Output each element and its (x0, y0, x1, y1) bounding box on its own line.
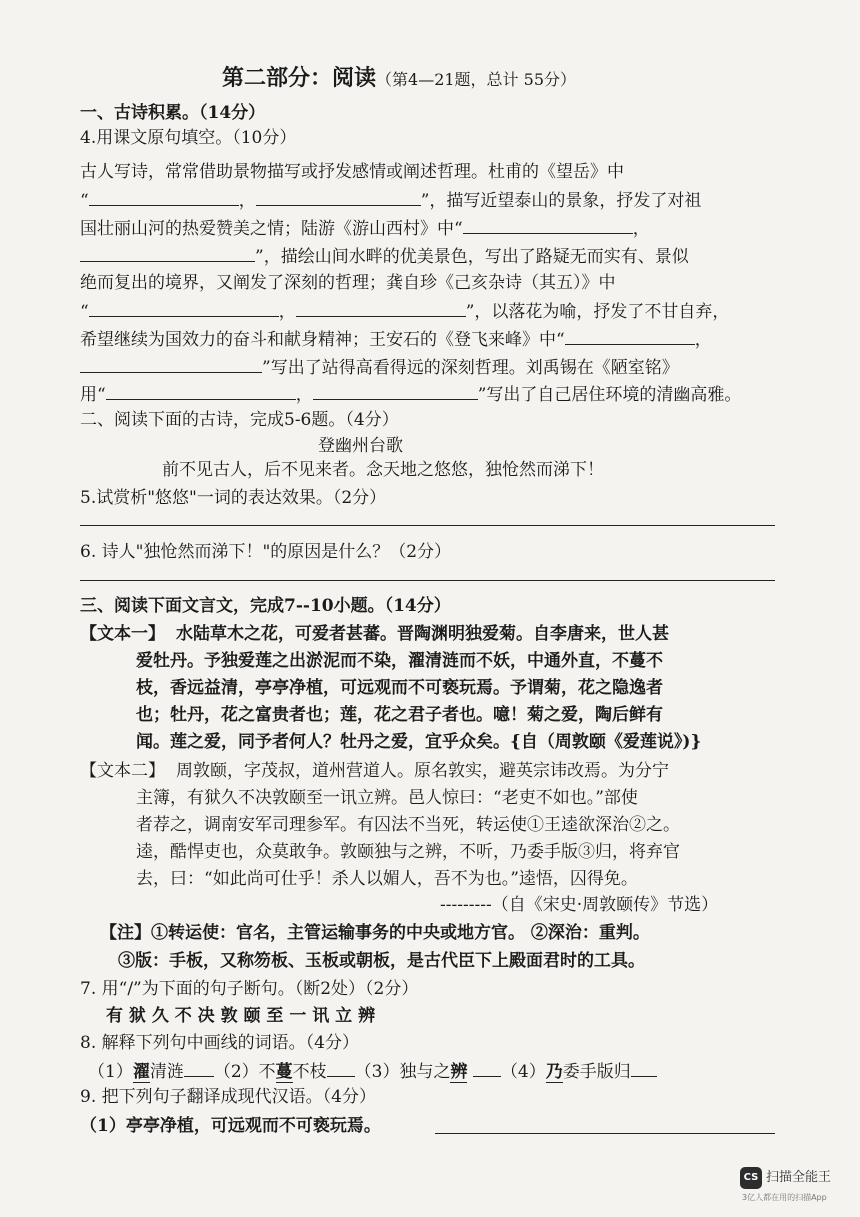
watermark-name: 扫描全能王 (766, 1170, 832, 1185)
poem-text: 前不见古人，后不见来者。念天地之悠悠，独怆然而涕下！ (162, 460, 604, 480)
text1-line: 也；牡丹，花之富贵者也；莲，花之君子者也。噫！菊之爱，陶后鲜有 (136, 705, 663, 725)
q9-question: 9. 把下列句子翻译成现代汉语。（4分） (80, 1087, 376, 1107)
note-line: 【注】①转运使：官名，主管运输事务的中央或地方官。 ②深治：重判。 (100, 923, 650, 943)
note-line: ③版：手板，又称笏板、玉板或朝板，是古代臣下上殿面君时的工具。 (118, 951, 645, 971)
answer-blank[interactable] (106, 381, 296, 400)
camscanner-logo-icon: CS (740, 1167, 762, 1189)
answer-blank[interactable] (184, 1058, 214, 1077)
answer-blank[interactable] (80, 243, 255, 262)
answer-blank[interactable] (327, 1058, 355, 1077)
text2-source: ---------（自《宋史·周敦颐传》节选） (440, 895, 719, 915)
scanner-watermark (740, 1165, 850, 1209)
text2-line: 去，曰：“如此尚可仕乎！杀人以媚人，吾不为也。”逵悟，囚得免。 (136, 869, 638, 889)
section3-heading: 三、阅读下面文言文，完成7--10小题。（14分） (80, 596, 451, 616)
q6-question: 6. 诗人"独怆然而涕下！"的原因是什么？（2分） (80, 542, 452, 562)
title-main: 第二部分：阅读 (222, 65, 377, 91)
text1-line: 水陆草木之花，可爱者甚蕃。晋陶渊明独爱菊。自李唐来，世人甚 (176, 624, 669, 644)
q4-line4: ”，描绘山间水畔的优美景色，写出了路疑无而实有、景似 (80, 243, 689, 269)
q8-question: 8. 解释下列句中画线的词语。（4分） (80, 1033, 359, 1053)
q7-question: 7. 用“/”为下面的句子断句。（断2处）（2分） (80, 979, 419, 999)
text2-line: 者荐之，调南安军司理参军。有囚法不当死，转运使①王逵欲深治②之。 (136, 815, 680, 835)
answer-blank[interactable] (89, 187, 239, 206)
text1-line: 闻。莲之爱，同予者何人？牡丹之爱，宜乎众矣。{自（周敦颐《爱莲说》)} (136, 732, 702, 752)
text2-line: 逵，酷悍吏也，众莫敢争。敦颐独与之辨，不听，乃委手版③归，将弃官 (136, 842, 680, 862)
text1-line: 枝，香远益清，亭亭净植，可远观而不可亵玩焉。予谓菊，花之隐逸者 (136, 678, 663, 698)
page-title (222, 66, 576, 92)
q4-line2: “ ， ”，描写近望泰山的景象，抒发了对祖 (80, 187, 701, 213)
q9-item1: （1）亭亭净植，可远观而不可亵玩焉。 (80, 1116, 381, 1136)
q4-line9: 用“ ， ”写出了自己居住环境的清幽高雅。 (80, 381, 741, 407)
answer-blank[interactable] (473, 1058, 501, 1077)
q8-items: （1）濯清涟 （2）不蔓不枝 （3）独与之辨 （4）乃委手版归 (88, 1058, 657, 1084)
title-subtitle: （第4—21题，总计 55分） (376, 70, 577, 89)
poem-title: 登幽州台歌 (318, 436, 403, 456)
q4-line3: 国壮丽山河的热爱赞美之情；陆游《游山西村》中“ ， (80, 215, 650, 241)
q9-answer-line[interactable] (435, 1133, 775, 1134)
q4-line1: 古人写诗，常常借助景物描写或抒发感情或阐述哲理。杜甫的《望岳》中 (80, 162, 624, 182)
q4-line5: 绝而复出的境界，又阐发了深刻的哲理；龚自珍《己亥杂诗（其五）》中 (80, 273, 616, 293)
section2-heading: 二、阅读下面的古诗，完成5-6题。（4分） (80, 410, 399, 430)
q4-line8: ”写出了站得高看得远的深刻哲理。刘禹锡在《陋室铭》 (80, 354, 679, 380)
section1-heading: 一、古诗积累。（14分） (80, 103, 266, 123)
answer-blank[interactable] (80, 354, 262, 373)
text1-label: 【文本一】 (80, 624, 165, 644)
q4-title: 4.用课文原句填空。（10分） (80, 128, 297, 148)
text2-line: 周敦颐，字茂叔，道州营道人。原名敦实，避英宗讳改焉。为分宁 (176, 761, 669, 781)
text2-line: 主簿，有狱久不决敦颐至一讯立辨。邑人惊曰：“老吏不如也。”部使 (136, 788, 638, 808)
answer-blank[interactable] (631, 1058, 657, 1077)
answer-blank[interactable] (296, 298, 466, 317)
answer-blank[interactable] (313, 381, 478, 400)
q6-answer-line[interactable] (80, 580, 775, 581)
watermark-tagline: 3亿人都在用的扫描App (742, 1193, 827, 1202)
q4-line6: “ ， ”，以落花为喻，抒发了不甘自弃， (80, 298, 729, 324)
q5-question: 5.试赏析"悠悠"一词的表达效果。（2分） (80, 488, 387, 508)
q7-sentence: 有 狱 久 不 决 敦 颐 至 一 讯 立 辨 (106, 1006, 376, 1026)
answer-blank[interactable] (256, 187, 421, 206)
answer-blank[interactable] (463, 215, 633, 234)
text1-line: 爱牡丹。予独爱莲之出淤泥而不染，濯清涟而不妖，中通外直，不蔓不 (136, 651, 663, 671)
q5-answer-line[interactable] (80, 525, 775, 526)
answer-blank[interactable] (565, 326, 695, 345)
answer-blank[interactable] (89, 298, 279, 317)
text2-label: 【文本二】 (80, 761, 165, 781)
q4-line7: 希望继续为国效力的奋斗和献身精神；王安石的《登飞来峰》中“ ， (80, 326, 712, 352)
